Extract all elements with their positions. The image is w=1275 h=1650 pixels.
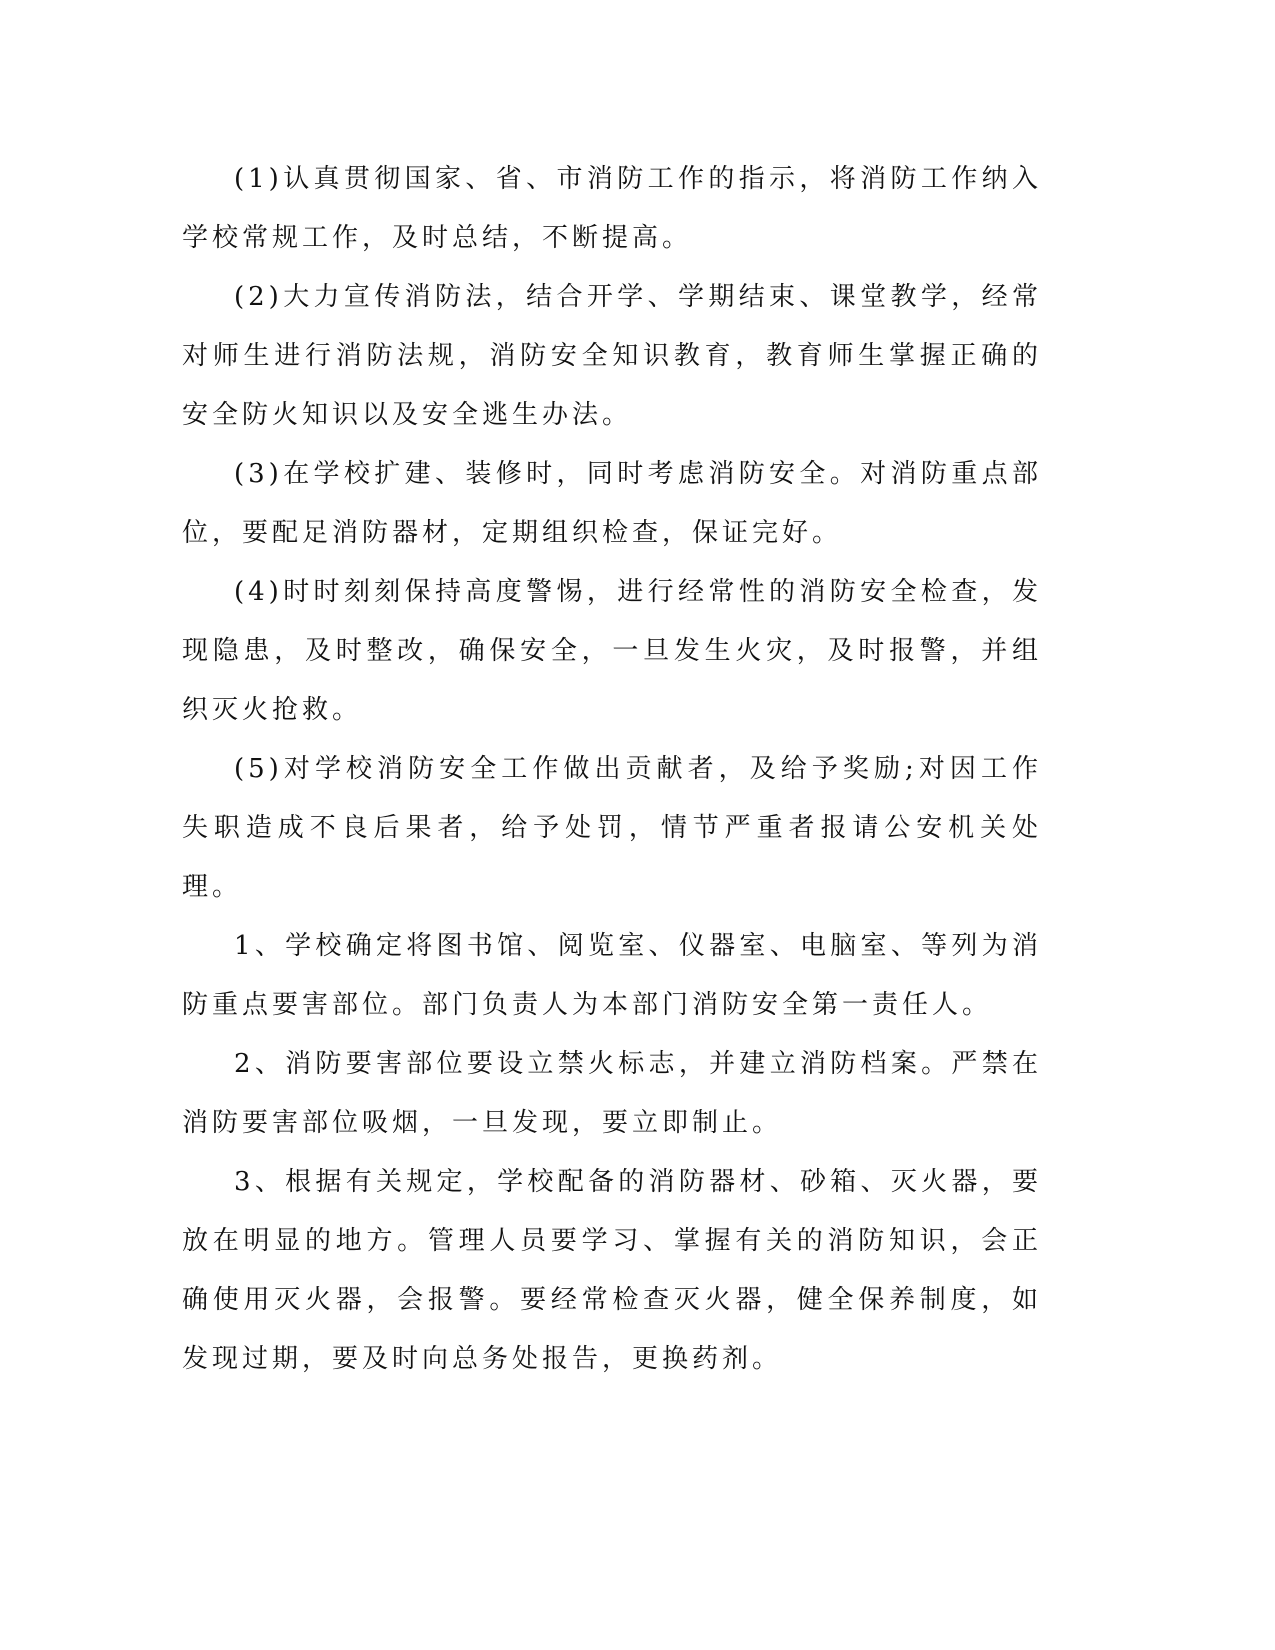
paragraph-3: (3)在学校扩建、装修时，同时考虑消防安全。对消防重点部位，要配足消防器材，定期组织检查，保证完好。 xyxy=(182,459,1042,548)
paragraph-6: 1、学校确定将图书馆、阅览室、仪器室、电脑室、等列为消防重点要害部位。部门负责人为本部门消防安全第一责任人。 xyxy=(182,931,1042,1020)
document-body xyxy=(182,150,1042,1389)
paragraph-4: (4)时时刻刻保持高度警惕，进行经常性的消防安全检查，发现隐患，及时整改，确保安全，一旦发生火灾，及时报警，并组织灭火抢救。 xyxy=(182,577,1042,725)
paragraph-1: (1)认真贯彻国家、省、市消防工作的指示，将消防工作纳入学校常规工作，及时总结，不断提高。 xyxy=(182,164,1042,253)
paragraph-2: (2)大力宣传消防法，结合开学、学期结束、课堂教学，经常对师生进行消防法规，消防安全知识教育，教育师生掌握正确的安全防火知识以及安全逃生办法。 xyxy=(182,282,1042,430)
paragraph-7: 2、消防要害部位要设立禁火标志，并建立消防档案。严禁在消防要害部位吸烟，一旦发现，要立即制止。 xyxy=(182,1049,1042,1138)
paragraph-8: 3、根据有关规定，学校配备的消防器材、砂箱、灭火器，要放在明显的地方。管理人员要学习、掌握有关的消防知识，会正确使用灭火器，会报警。要经常检查灭火器，健全保养制度，如发现过期，要及时向总务处报告，更换药剂。 xyxy=(182,1167,1042,1374)
paragraph-5: (5)对学校消防安全工作做出贡献者，及给予奖励;对因工作失职造成不良后果者，给予处罚，情节严重者报请公安机关处理。 xyxy=(182,754,1042,902)
